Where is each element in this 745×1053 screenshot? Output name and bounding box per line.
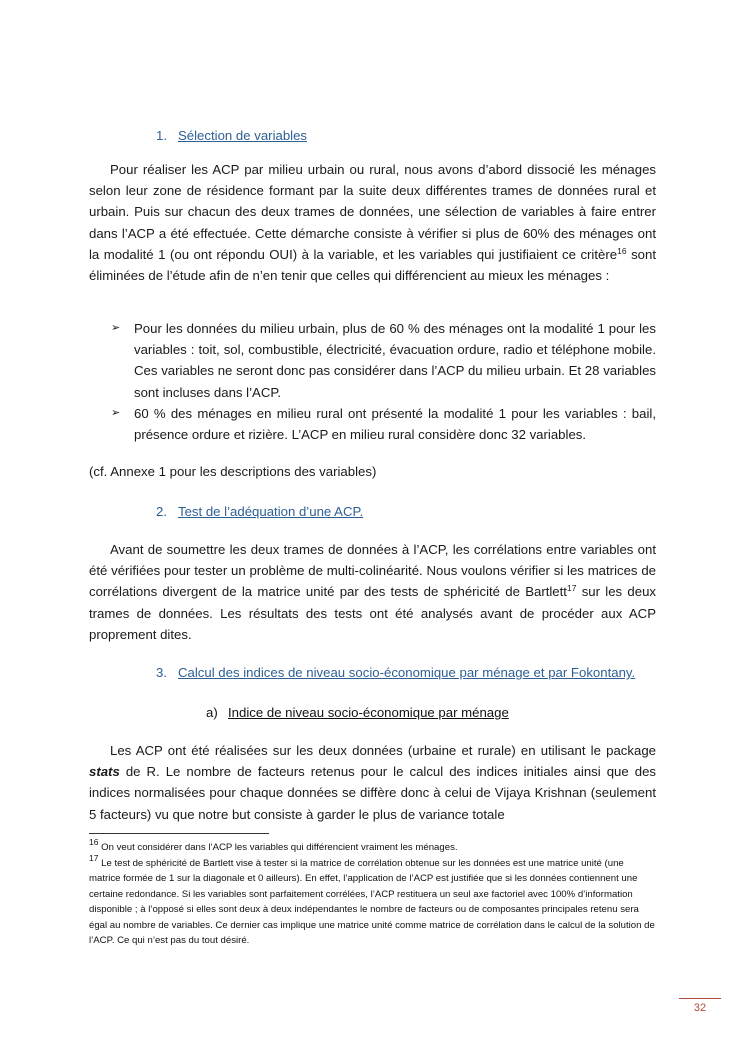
section-title: Test de l’adéquation d’une ACP. (178, 504, 364, 519)
paragraph-text: sont éliminées de l’étude afin de n’en tenir que celles qui différencient au mieux les ménages : (89, 246, 656, 284)
page-number-rule (679, 998, 721, 999)
footnote-text: Le test de sphéricité de Bartlett vise à tester si la matrice de corrélation obtenue sur les données est une matrice unité (une matrice formée de 1 sur la diagonale et 0 ailleurs). En effet, l’application de l’ACP est justifiée que si les données contiennent une certaine redondance. Si les variables sont parfaitement corrélées, l’ACP restituera un seul axe factoriel avec 100% d’information disponible ; à l’opposé si elles sont deux à deux indépendantes le nombre de facteurs ou de composantes principales retenu sera égal au nombre de variables. Ce dernier cas implique une matrice unité comme matrice de corrélation dans le calcul de la solution de l’ACP. Ce qui n’est pas du tout désiré. (89, 857, 655, 946)
section-title: Sélection de variables (178, 128, 308, 143)
section-number: 2. (156, 504, 167, 519)
paragraph-text: Les ACP ont été réalisées sur les deux données (urbaine et rurale) en utilisant le package (110, 743, 656, 758)
annex-note-text: (cf. Annexe 1 pour les descriptions des variables) (89, 464, 377, 479)
section-heading-1 (156, 128, 307, 143)
footnote-17 (89, 852, 656, 949)
footnote-separator (89, 833, 269, 834)
list-item-text: Pour les données du milieu urbain, plus de 60 % des ménages ont la modalité 1 pour les variables : toit, sol, combustible, électricité, évacuation ordure, radio et téléphone mobile. Ces variables ne seront donc pas considérer dans l’ACP du milieu urbain. Et 28 variables sont incluses dans l’ACP. (134, 321, 656, 400)
package-name: stats (89, 764, 120, 780)
subsection-number: a) (206, 705, 218, 720)
footnote-text: On veut considérer dans l’ACP les variables qui différencient vraiment les ménages. (98, 842, 458, 853)
arrow-bullet-icon: ➢ (111, 322, 121, 334)
section-number: 1. (156, 128, 167, 143)
paragraph-text: Pour réaliser les ACP par milieu urbain ou rural, nous avons d’abord dissocié les ménages selon leur zone de résidence formant par la suite deux différentes trames de données rural et urbain. Puis sur chacun des deux trames de données, une sélection de variables à faire entrer dans l’ACP a été effectuée. Cette démarche consiste à vérifier si plus de 60% des ménages ont la modalité 1 (ou ont répondu OUI) à la variable, et les variables qui justifiaient ce critère (89, 162, 656, 262)
paragraph-text: sur les deux trames de données. Les résultats des tests ont été analysés avant de procéder aux ACP proprement dites. (89, 584, 656, 642)
section-heading-3 (156, 665, 635, 680)
list-item (89, 318, 656, 403)
annex-note (89, 461, 656, 482)
section-title: Calcul des indices de niveau socio-économique par ménage et par Fokontany. (178, 665, 636, 680)
subsection-heading-a (206, 705, 509, 720)
bullet-list (89, 318, 656, 445)
footnote-number: 17 (89, 852, 99, 863)
list-item-text: 60 % des ménages en milieu rural ont présenté la modalité 1 pour les variables : bail, présence ordure et rizière. L’ACP en milieu rural considère donc 32 variables. (134, 405, 656, 443)
footnotes (89, 837, 656, 949)
subsection-title: Indice de niveau socio-économique par ménage (228, 705, 509, 720)
footnote-ref-17: 17 (566, 583, 577, 594)
paragraph-text: Avant de soumettre les deux trames de données à l’ACP, les corrélations entre variables ont été vérifiées pour tester un problème de multi-colinéarité. Nous voulons vérifier si les matrices de corrélations divergent de la matrice unité par des tests de sphéricité de Bartlett (89, 542, 656, 600)
page-number: 32 (693, 1002, 707, 1014)
footnote-16 (89, 837, 656, 856)
paragraph-1 (89, 159, 656, 286)
list-item (89, 403, 656, 445)
paragraph-2 (89, 539, 656, 645)
arrow-bullet-icon: ➢ (111, 406, 121, 419)
paragraph-text: de R. Le nombre de facteurs retenus pour le calcul des indices initiales ainsi que des indices normalisées pour chaque données se diffère donc à celui de Vijaya Krishnan (seulement 5 facteurs) vu que notre but consiste à garder le plus de variance totale (89, 764, 656, 822)
section-heading-2 (156, 504, 363, 519)
footnote-number: 16 (89, 837, 99, 847)
paragraph-3 (89, 740, 656, 825)
section-number: 3. (156, 665, 167, 680)
footnote-ref-16: 16 (617, 245, 627, 256)
